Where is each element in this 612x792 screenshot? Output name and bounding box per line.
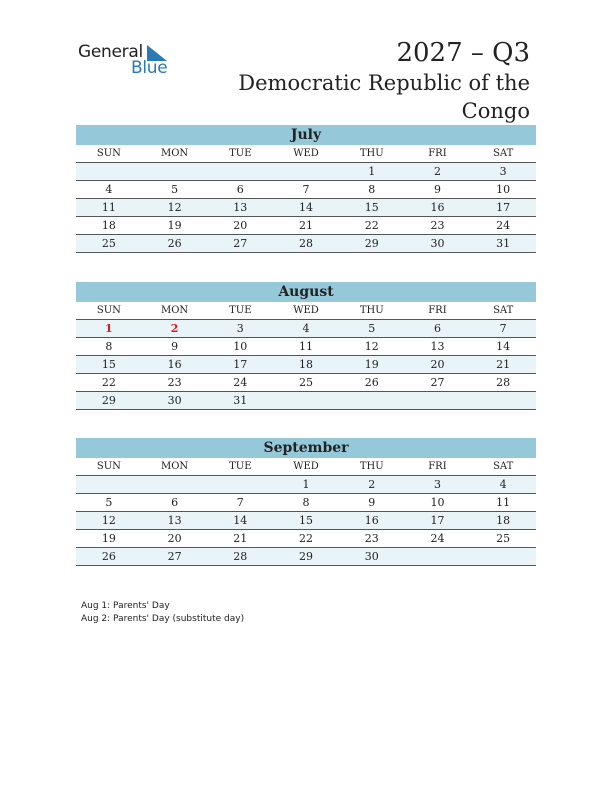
day-cell: 31 xyxy=(496,237,511,250)
day-cell xyxy=(142,163,208,180)
weekday-label: TUE xyxy=(229,305,252,316)
holiday-notes xyxy=(81,600,244,626)
day-cell: 7 xyxy=(236,496,244,509)
weekday-header-row xyxy=(76,302,536,320)
day-cell: 28 xyxy=(233,550,248,563)
day-cell: 15 xyxy=(101,358,116,371)
day-cell: 3 xyxy=(499,165,507,178)
day-cell: 24 xyxy=(430,532,445,545)
weekday-label: THU xyxy=(359,148,384,159)
weekday-label: MON xyxy=(160,148,189,159)
day-cell: 26 xyxy=(364,376,379,389)
week-row xyxy=(76,494,536,512)
weekday-label: MON xyxy=(160,305,189,316)
week-row xyxy=(76,530,536,548)
day-cell: 11 xyxy=(496,496,511,509)
day-cell: 11 xyxy=(299,340,314,353)
day-cell: 25 xyxy=(101,237,116,250)
day-cell: 20 xyxy=(233,219,248,232)
month-july xyxy=(76,125,536,253)
week-row xyxy=(76,217,536,235)
day-cell: 3 xyxy=(433,478,441,491)
day-cell: 1 xyxy=(368,165,376,178)
weekday-label: FRI xyxy=(428,305,447,316)
day-cell xyxy=(76,476,142,493)
day-cell: 19 xyxy=(167,219,182,232)
day-cell xyxy=(405,392,471,409)
day-cell: 24 xyxy=(233,376,248,389)
day-cell: 18 xyxy=(101,219,116,232)
day-cell: 8 xyxy=(368,183,376,196)
day-cell: 30 xyxy=(364,550,379,563)
day-cell: 26 xyxy=(101,550,116,563)
day-cell: 7 xyxy=(499,322,507,335)
day-cell: 15 xyxy=(299,514,314,527)
day-cell: 4 xyxy=(499,478,507,491)
country-title-line1: Democratic Republic of the xyxy=(238,71,530,95)
day-cell: 26 xyxy=(167,237,182,250)
day-cell: 22 xyxy=(364,219,379,232)
weekday-label: SUN xyxy=(96,148,121,159)
day-cell: 21 xyxy=(496,358,511,371)
day-cell: 25 xyxy=(496,532,511,545)
weekday-label: TUE xyxy=(229,461,252,472)
weekday-label: WED xyxy=(293,461,319,472)
generalblue-logo xyxy=(78,42,178,78)
day-cell: 20 xyxy=(430,358,445,371)
day-cell: 23 xyxy=(430,219,445,232)
month-title: September xyxy=(76,438,536,458)
day-cell: 23 xyxy=(364,532,379,545)
day-cell: 18 xyxy=(496,514,511,527)
week-row xyxy=(76,476,536,494)
day-cell: 1 xyxy=(105,322,113,335)
day-cell xyxy=(273,163,339,180)
day-cell: 29 xyxy=(299,550,314,563)
day-cell: 25 xyxy=(299,376,314,389)
weekday-label: THU xyxy=(359,461,384,472)
week-row xyxy=(76,512,536,530)
weekday-label: MON xyxy=(160,461,189,472)
day-cell: 18 xyxy=(299,358,314,371)
day-cell xyxy=(470,392,536,409)
week-row xyxy=(76,392,536,410)
week-row xyxy=(76,338,536,356)
day-cell: 22 xyxy=(299,532,314,545)
day-cell: 2 xyxy=(368,478,376,491)
day-cell: 28 xyxy=(496,376,511,389)
country-title-line2: Congo xyxy=(461,99,530,123)
day-cell: 6 xyxy=(433,322,441,335)
weekday-label: SUN xyxy=(96,305,121,316)
day-cell: 17 xyxy=(233,358,248,371)
day-cell: 12 xyxy=(167,201,182,214)
day-cell: 13 xyxy=(167,514,182,527)
day-cell: 31 xyxy=(233,394,248,407)
week-row xyxy=(76,181,536,199)
day-cell: 2 xyxy=(170,322,179,335)
day-cell xyxy=(142,476,208,493)
weekday-label: WED xyxy=(293,305,319,316)
day-cell: 29 xyxy=(364,237,379,250)
day-cell: 13 xyxy=(430,340,445,353)
day-cell: 14 xyxy=(496,340,511,353)
day-cell: 5 xyxy=(171,183,179,196)
weekday-label: SAT xyxy=(493,461,514,472)
weekday-label: TUE xyxy=(229,148,252,159)
week-row xyxy=(76,235,536,253)
day-cell: 9 xyxy=(368,496,376,509)
week-row xyxy=(76,356,536,374)
weekday-header-row xyxy=(76,145,536,163)
day-cell: 10 xyxy=(233,340,248,353)
day-cell: 24 xyxy=(496,219,511,232)
day-cell: 8 xyxy=(105,340,113,353)
holiday-note: Aug 1: Parents' Day xyxy=(81,601,170,611)
day-cell: 4 xyxy=(105,183,113,196)
week-row xyxy=(76,320,536,338)
day-cell: 14 xyxy=(299,201,314,214)
weekday-label: FRI xyxy=(428,461,447,472)
day-cell xyxy=(339,392,405,409)
day-cell: 30 xyxy=(430,237,445,250)
day-cell xyxy=(207,476,273,493)
day-cell: 30 xyxy=(167,394,182,407)
day-cell: 17 xyxy=(430,514,445,527)
week-row xyxy=(76,548,536,566)
day-cell: 10 xyxy=(496,183,511,196)
week-row xyxy=(76,163,536,181)
day-cell xyxy=(470,548,536,565)
day-cell: 29 xyxy=(101,394,116,407)
weekday-label: SAT xyxy=(493,148,514,159)
day-cell: 27 xyxy=(430,376,445,389)
day-cell: 17 xyxy=(496,201,511,214)
month-title: August xyxy=(76,282,536,302)
day-cell: 23 xyxy=(167,376,182,389)
holiday-note: Aug 2: Parents' Day (substitute day) xyxy=(81,614,245,624)
day-cell: 6 xyxy=(236,183,244,196)
day-cell: 27 xyxy=(167,550,182,563)
day-cell: 15 xyxy=(364,201,379,214)
day-cell: 6 xyxy=(171,496,179,509)
day-cell: 19 xyxy=(364,358,379,371)
day-cell: 11 xyxy=(101,201,116,214)
weekday-header-row xyxy=(76,458,536,476)
day-cell xyxy=(207,163,273,180)
day-cell: 21 xyxy=(233,532,248,545)
day-cell xyxy=(273,392,339,409)
weekday-label: THU xyxy=(359,305,384,316)
day-cell: 20 xyxy=(167,532,182,545)
day-cell: 21 xyxy=(299,219,314,232)
weekday-label: WED xyxy=(293,148,319,159)
weekday-label: SUN xyxy=(96,461,121,472)
day-cell: 4 xyxy=(302,322,310,335)
month-september xyxy=(76,438,536,566)
month-august xyxy=(76,282,536,410)
weekday-label: SAT xyxy=(493,305,514,316)
day-cell: 9 xyxy=(433,183,441,196)
day-cell: 10 xyxy=(430,496,445,509)
day-cell: 28 xyxy=(299,237,314,250)
day-cell: 27 xyxy=(233,237,248,250)
day-cell: 13 xyxy=(233,201,248,214)
period-title: 2027 – Q3 xyxy=(396,38,530,68)
week-row xyxy=(76,199,536,217)
page-title xyxy=(238,38,530,124)
logo-text-general: General xyxy=(78,42,143,62)
day-cell xyxy=(76,163,142,180)
day-cell: 12 xyxy=(364,340,379,353)
logo-text-blue: Blue xyxy=(131,58,168,78)
day-cell: 22 xyxy=(101,376,116,389)
day-cell: 12 xyxy=(101,514,116,527)
week-row xyxy=(76,374,536,392)
day-cell: 16 xyxy=(364,514,379,527)
day-cell: 3 xyxy=(236,322,244,335)
weekday-label: FRI xyxy=(428,148,447,159)
day-cell xyxy=(405,548,471,565)
day-cell: 1 xyxy=(302,478,310,491)
day-cell: 9 xyxy=(171,340,179,353)
month-title: July xyxy=(76,125,536,145)
day-cell: 5 xyxy=(105,496,113,509)
day-cell: 16 xyxy=(430,201,445,214)
day-cell: 8 xyxy=(302,496,310,509)
day-cell: 14 xyxy=(233,514,248,527)
day-cell: 7 xyxy=(302,183,310,196)
day-cell: 5 xyxy=(368,322,376,335)
day-cell: 2 xyxy=(433,165,441,178)
day-cell: 16 xyxy=(167,358,182,371)
day-cell: 19 xyxy=(101,532,116,545)
